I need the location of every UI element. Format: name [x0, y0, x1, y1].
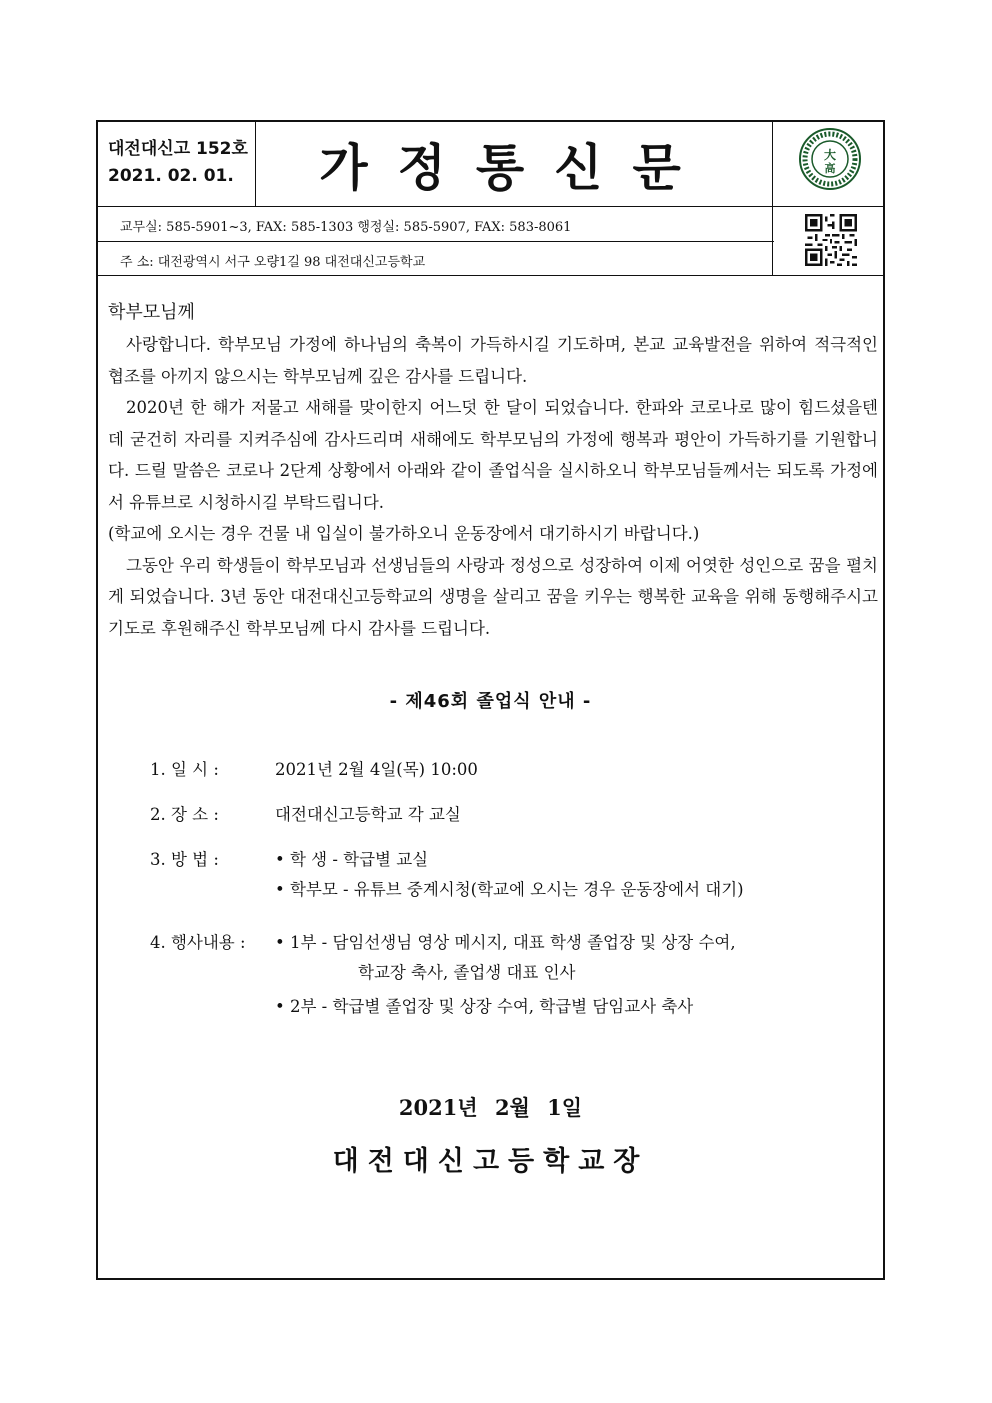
info-label: 3. 방 법 :: [150, 850, 219, 869]
info-value: 학교장 축사, 졸업생 대표 인사: [358, 963, 576, 982]
info-value: 대전대신고등학교 각 교실: [275, 805, 461, 824]
info-label: 2. 장 소 :: [150, 805, 219, 824]
info-value: • 1부 - 담임선생님 영상 메시지, 대표 학생 졸업장 및 상장 수여,: [275, 933, 736, 952]
footer-date: 2021년 2월 1일: [398, 1095, 583, 1120]
issue-number: 대전대신고 152호: [108, 139, 248, 159]
info-value: • 2부 - 학급별 졸업장 및 상장 수여, 학급별 담임교사 축사: [275, 997, 694, 1016]
info-item-place: [150, 800, 461, 830]
info-item-program: [150, 928, 736, 1022]
svg-text:大: 大: [823, 148, 837, 162]
info-item-method: [150, 845, 744, 905]
header-divider: [98, 275, 883, 276]
address-info: 주 소: 대전광역시 서구 오량1길 98 대전대신고등학교: [120, 255, 426, 270]
info-label: 4. 행사내용 :: [150, 933, 246, 952]
info-label: 1. 일 시 :: [150, 760, 219, 779]
page-title: 가정통신문: [319, 139, 711, 197]
section-title: - 제46회 졸업식 안내 -: [389, 691, 592, 712]
footer-school: 대전대신고등학교장: [332, 1146, 649, 1177]
issue-box: [98, 122, 256, 206]
newsletter-frame: [96, 120, 885, 1280]
greeting: 학부모님께: [108, 302, 195, 323]
paragraph: 사랑합니다. 학부모님 가정에 하나님의 축복이 가득하시길 기도하며, 본교 교육발전을 위하여 적극적인 협조를 아끼지 않으시는 학부모님께 깊은 감사를 드립니다.: [108, 335, 878, 386]
svg-text:高: 高: [824, 162, 836, 175]
info-item-datetime: [150, 755, 478, 785]
qr-code-icon: [805, 214, 857, 266]
contact-info: 교무실: 585-5901~3, FAX: 585-1303 행정실: 585-5907, FAX: 583-8061: [98, 206, 774, 242]
paragraph: 그동안 우리 학생들이 학부모님과 선생님들의 사랑과 정성으로 성장하여 이제 어엿한 성인으로 꿈을 펼치게 되었습니다. 3년 동안 대전대신고등학교의 생명을 살리고 꿈을 키우는 행복한 교육을 위해 동행해주시고 기도로 후원해주신 학부모님께 다시 감사를 드립니다.: [108, 555, 878, 638]
header-row: [98, 122, 883, 207]
paragraph: 2020년 한 해가 저물고 새해를 맞이한지 어느덧 한 달이 되었습니다. 한파와 코로나로 많이 힘드셨을텐데 굳건히 자리를 지켜주심에 감사드리며 새해에도 학부모님의 가정에 행복과 평안이 가득하기를 기원합니다. 드릴 말씀은 코로나 2단계 상황에서 아래와 같이 졸업식을 실시하오니 학부모님들께서는 되도록 가정에서 유튜브로 시청하시길 부탁드립니다.: [108, 398, 878, 512]
paragraph: (학교에 오시는 경우 건물 내 입실이 불가하오니 운동장에서 대기하시기 바랍니다.): [108, 524, 700, 543]
info-value: • 학 생 - 학급별 교실: [275, 850, 429, 869]
info-value: 2021년 2월 4일(목) 10:00: [275, 760, 478, 779]
logo-cell: [772, 122, 883, 275]
info-value: • 학부모 - 유튜브 중계시청(학교에 오시는 경우 운동장에서 대기): [275, 880, 744, 899]
letter-body: [108, 297, 878, 644]
school-emblem-icon: [799, 128, 861, 190]
issue-date: 2021. 02. 01.: [108, 166, 234, 186]
